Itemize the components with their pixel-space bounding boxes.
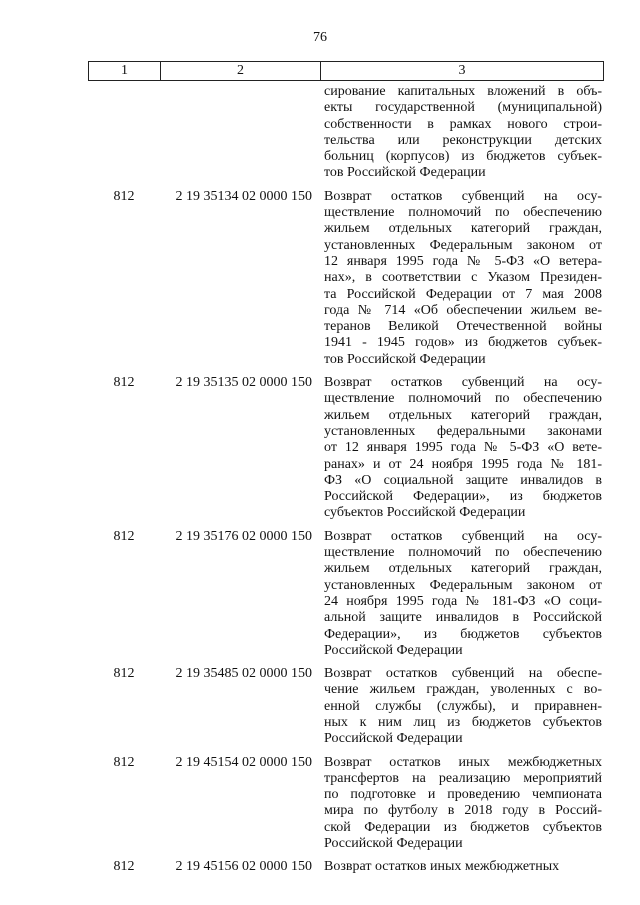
page-number: 76 [313, 30, 327, 45]
table-row [88, 666, 604, 747]
description-line: та Российской Федерации от 7 мая 2008 [324, 286, 602, 302]
description-line: Возврат остатков субвенций на осу- [324, 375, 602, 391]
column-header-1: 1 [89, 62, 161, 80]
budget-code-cell [160, 84, 320, 182]
description-line: ранах» и от 24 ноября 1995 года № 181- [324, 456, 602, 472]
description-line: ных к ним лиц из бюджетов субъектов [324, 714, 602, 730]
description-line: Федерации», из бюджетов субъектов [324, 626, 602, 642]
budget-code-cell: 2 19 35134 02 0000 150 [175, 188, 312, 204]
table-row [88, 84, 604, 182]
description-line: тов Российской Федерации [324, 351, 486, 367]
description-line: установленных Федеральным законом от [324, 237, 602, 253]
description-cell [320, 189, 604, 368]
description-line: Российской Федерации [324, 731, 463, 747]
description-line: Российской Федерации [324, 836, 463, 852]
description-cell [320, 666, 604, 747]
description-cell [320, 529, 604, 659]
admin-code-cell: 812 [113, 528, 135, 544]
column-header-2: 2 [161, 62, 321, 80]
description-line: субъектов Российской Федерации [324, 505, 526, 521]
admin-code-cell: 812 [113, 754, 135, 770]
description-line: жильем отдельных категорий граждан, [324, 561, 602, 577]
description-line: ществление полномочий по обеспечению [324, 205, 602, 221]
budget-code-cell: 2 19 35135 02 0000 150 [175, 375, 312, 391]
description-line: ществление полномочий по обеспечению [324, 545, 602, 561]
description-line: собственности в рамках нового строи- [324, 116, 602, 132]
table-row [88, 529, 604, 659]
description-line: 12 января 1995 года № 5-ФЗ «О ветера- [324, 253, 602, 269]
description-line: установленных федеральными законами [324, 423, 602, 439]
description-line: трансфертов на реализацию мероприятий [324, 770, 602, 786]
description-line: 24 ноября 1995 года № 181-ФЗ «О соци- [324, 593, 602, 609]
description-line: ществление полномочий по обеспечению [324, 391, 602, 407]
description-line: установленных Федеральным законом от [324, 577, 602, 593]
description-line: чение жильем граждан, уволенных с во- [324, 682, 602, 698]
table-row [88, 375, 604, 522]
column-header-3: 3 [458, 63, 466, 78]
budget-code-cell: 2 19 45154 02 0000 150 [175, 754, 312, 770]
description-line: теранов Великой Отечественной войны [324, 319, 602, 335]
table-row [88, 189, 604, 368]
description-line: альной защите инвалидов в Российской [324, 610, 602, 626]
table-row [88, 859, 604, 875]
description-line: Российской Федерации [324, 642, 463, 658]
description-line: ской Федерации из бюджетов субъектов [324, 819, 602, 835]
description-line: нах», в соответствии с Указом Президен- [324, 270, 602, 286]
description-line: Возврат остатков субвенций на осу- [324, 188, 602, 204]
description-line: мира по футболу в 2018 году в Россий- [324, 803, 602, 819]
admin-code-cell: 812 [113, 188, 135, 204]
description-cell [320, 375, 604, 522]
description-line: енной службы (службы), и приравнен- [324, 698, 602, 714]
budget-code-cell: 2 19 35485 02 0000 150 [175, 666, 312, 682]
description-line: тов Российской Федерации [324, 165, 486, 181]
description-line: от 12 января 1995 года № 5-ФЗ «О вете- [324, 440, 602, 456]
description-line: Возврат остатков иных межбюджетных [324, 754, 602, 770]
description-line: года № 714 «Об обеспечении жильем ве- [324, 302, 602, 318]
description-line: жильем отдельных категорий граждан, [324, 407, 602, 423]
description-line: жильем отдельных категорий граждан, [324, 221, 602, 237]
table-row [88, 755, 604, 853]
description-line: по подготовке и проведению чемпионата [324, 787, 602, 803]
table-column-header [88, 61, 604, 81]
description-line: 1941 - 1945 годов» из бюджетов субъек- [324, 335, 602, 351]
description-line: Российской Федерации», из бюджетов [324, 489, 602, 505]
admin-code-cell: 812 [113, 375, 135, 391]
description-line: Возврат остатков субвенций на обеспе- [324, 666, 602, 682]
description-line: Возврат остатков иных межбюджетных [324, 859, 560, 875]
description-line: больниц (корпусов) из бюджетов субъек- [324, 149, 602, 165]
description-line: ФЗ «О социальной защите инвалидов в [324, 472, 602, 488]
description-line: екты государственной (муниципальной) [324, 100, 602, 116]
description-line: сирование капитальных вложений в объ- [324, 84, 602, 99]
description-cell [320, 755, 604, 853]
description-line: Возврат остатков субвенций на осу- [324, 528, 602, 544]
admin-code-cell [88, 84, 160, 182]
budget-code-cell: 2 19 45156 02 0000 150 [175, 859, 312, 875]
budget-code-cell: 2 19 35176 02 0000 150 [175, 528, 312, 544]
description-cell [320, 84, 604, 182]
description-line: тельства или реконструкции детских [324, 132, 602, 148]
description-cell [320, 859, 604, 875]
admin-code-cell: 812 [113, 859, 135, 875]
admin-code-cell: 812 [113, 666, 135, 682]
table-body [88, 84, 604, 883]
